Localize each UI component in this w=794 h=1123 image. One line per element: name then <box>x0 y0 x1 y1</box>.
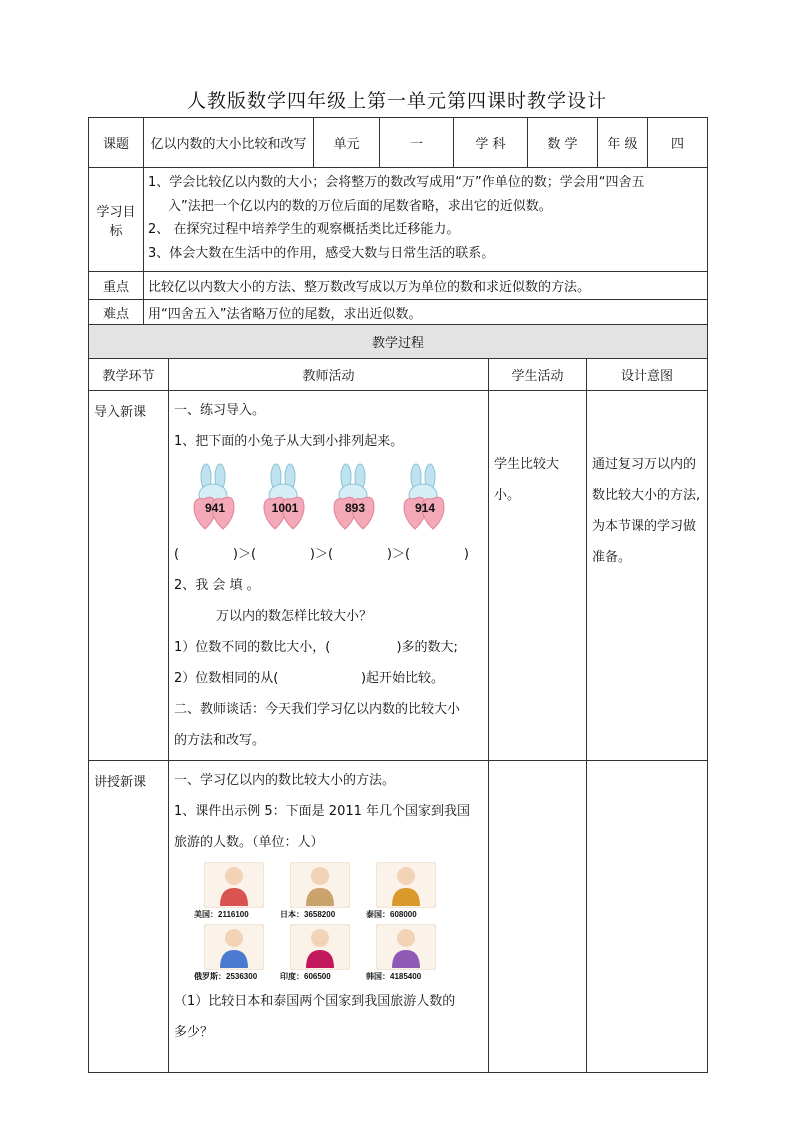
text-line: 一、练习导入。 <box>174 403 266 418</box>
difficulty-label: 难点 <box>89 300 144 326</box>
process-title: 教学过程 <box>89 325 708 359</box>
objectives-text <box>144 168 708 272</box>
country-figure <box>366 862 446 920</box>
process-table <box>88 324 708 1073</box>
ordering-blanks <box>174 539 483 570</box>
header-stage: 教学环节 <box>89 359 169 391</box>
person-icon <box>376 924 436 970</box>
key-point-text: 比较亿以内数大小的方法、整万数改写成以万为单位的数和求近似数的方法。 <box>144 272 708 300</box>
intent-intro: 通过复习万以内的数比较大小的方法,为本节课的学习做准备。 <box>587 391 708 761</box>
rabbit-card <box>256 463 314 533</box>
topic-value: 亿以内数的大小比较和改写 <box>144 118 314 168</box>
student-activity-intro: 学生比较大小。 <box>489 391 587 761</box>
rabbit-row <box>186 463 483 533</box>
unit-label: 单元 <box>314 118 380 168</box>
text-line: 二、教师谈话：今天我们学习亿以内数的比较大小 <box>174 702 461 717</box>
info-table <box>88 117 708 326</box>
header-student: 学生活动 <box>489 359 587 391</box>
intent-lecture <box>587 761 708 1073</box>
blank-segment: ) <box>463 547 469 562</box>
blank-segment: )＞( <box>386 547 411 562</box>
country-figure <box>194 924 274 982</box>
country-figure <box>366 924 446 982</box>
rabbit-number: 1001 <box>271 501 299 515</box>
key-point-label: 重点 <box>89 272 144 300</box>
rabbit-icon <box>256 463 314 533</box>
student-activity-lecture <box>489 761 587 1073</box>
page-title: 人教版数学四年级上第一单元第四课时教学设计 <box>186 90 607 112</box>
blank-segment: )＞( <box>232 547 257 562</box>
unit-value: 一 <box>380 118 454 168</box>
country-label: 韩国：4185400 <box>366 972 422 981</box>
subject-value: 数 学 <box>528 118 598 168</box>
objective-line: 1、学会比较亿以内数的大小；会将整万的数改写成用“万”作单位的数；学会用“四舍五 <box>148 175 645 190</box>
rabbit-number: 914 <box>414 501 436 515</box>
rabbit-card <box>186 463 244 533</box>
rabbit-number: 893 <box>344 501 366 515</box>
grade-value: 四 <box>648 118 708 168</box>
difficulty-text: 用“四舍五入”法省略万位的尾数，求出近似数。 <box>144 300 708 326</box>
person-icon <box>376 862 436 908</box>
objective-line: 入”法把一个亿以内的数的万位后面的尾数省略，求出它的近似数。 <box>168 198 552 214</box>
stage-intro: 导入新课 <box>89 391 169 761</box>
text-line: 旅游的人数。（单位：人） <box>174 835 324 850</box>
text-line: 2、我 会 填 。 <box>174 578 260 593</box>
text-line: 万以内的数怎样比较大小？ <box>216 609 373 624</box>
text-line: 的方法和改写。 <box>174 733 266 748</box>
country-label: 泰国：608000 <box>366 910 417 919</box>
blank-segment: ( <box>174 547 180 562</box>
teacher-activity-intro <box>169 391 489 761</box>
rabbit-card <box>326 463 384 533</box>
text-line: 多少？ <box>174 1025 214 1040</box>
stage-lecture: 讲授新课 <box>89 761 169 1073</box>
text-line: 一、学习亿以内的数比较大小的方法。 <box>174 773 396 788</box>
rabbit-icon <box>326 463 384 533</box>
country-label: 日本：3658200 <box>280 910 336 919</box>
text-line: 2）位数相同的从( )起开始比较。 <box>174 671 445 686</box>
header-teacher: 教师活动 <box>169 359 489 391</box>
country-figure <box>194 862 274 920</box>
header-intent: 设计意图 <box>587 359 708 391</box>
person-icon <box>204 862 264 908</box>
text-line: 1、课件出示例 5：下面是 2011 年几个国家到我国 <box>174 804 471 819</box>
grade-label: 年 级 <box>598 118 648 168</box>
country-figures <box>194 862 483 982</box>
teacher-activity-lecture <box>169 761 489 1073</box>
text-line: 1）位数不同的数比大小，( )多的数大; <box>174 640 458 655</box>
subject-label: 学 科 <box>454 118 528 168</box>
rabbit-icon <box>186 463 244 533</box>
objective-line: 3、体会大数在生活中的作用，感受大数与日常生活的联系。 <box>148 245 495 261</box>
person-icon <box>290 862 350 908</box>
topic-label: 课题 <box>89 118 144 168</box>
country-label: 俄罗斯：2536300 <box>194 972 258 981</box>
rabbit-number: 941 <box>204 501 226 515</box>
text-line: （1）比较日本和泰国两个国家到我国旅游人数的 <box>174 994 456 1009</box>
person-icon <box>204 924 264 970</box>
rabbit-icon <box>396 463 454 533</box>
country-label: 美国：2116100 <box>194 910 249 919</box>
objectives-label: 学习目标 <box>89 168 144 272</box>
country-figure <box>280 924 360 982</box>
person-icon <box>290 924 350 970</box>
blank-segment: )＞( <box>309 547 334 562</box>
country-label: 印度：606500 <box>280 972 331 981</box>
country-figure <box>280 862 360 920</box>
rabbit-card <box>396 463 454 533</box>
objective-line: 2、 在探究过程中培养学生的观察概括类比迁移能力。 <box>148 222 460 237</box>
text-line: 1、把下面的小兔子从大到小排列起来。 <box>174 434 404 449</box>
